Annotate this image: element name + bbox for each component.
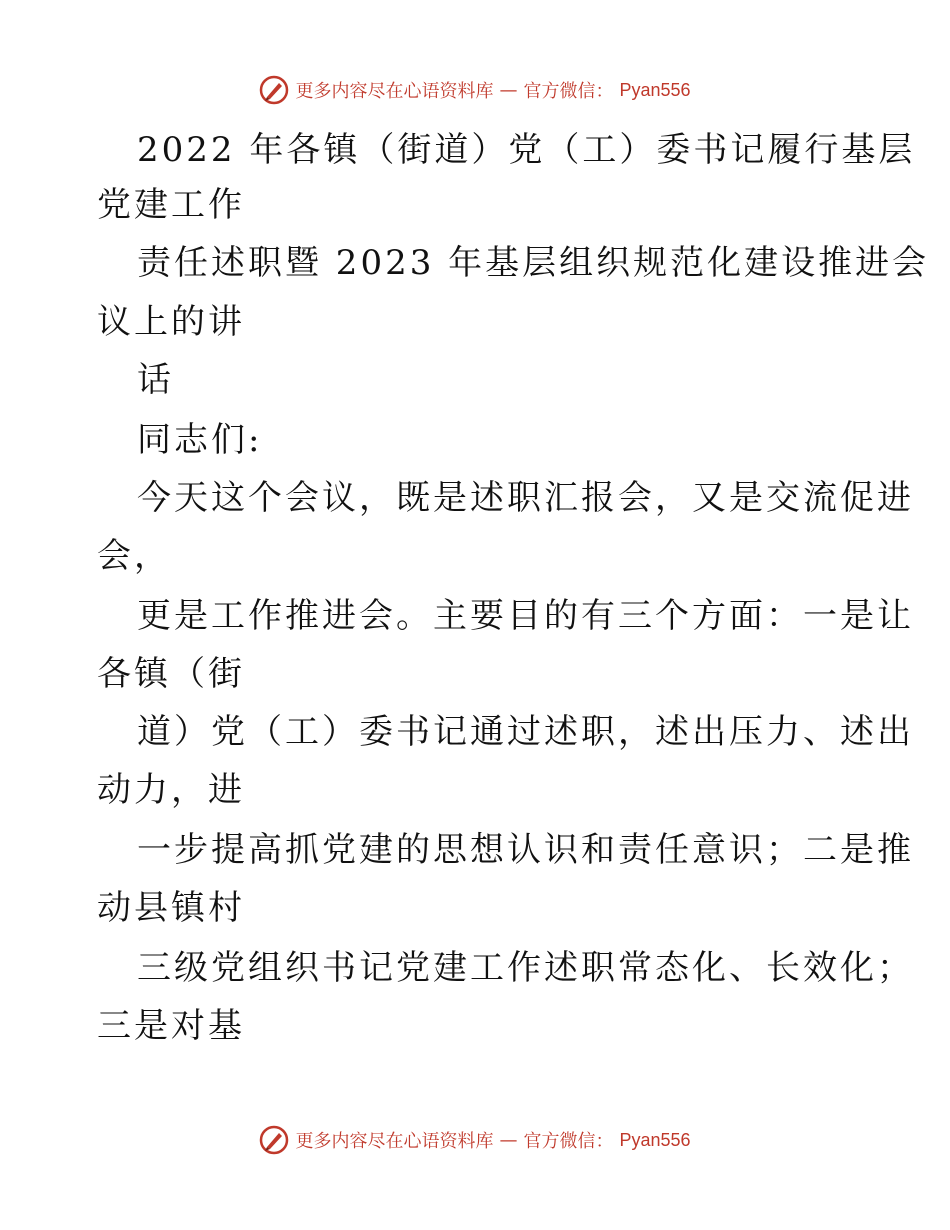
banner-main-text: 更多内容尽在心语资料库 (295, 1131, 494, 1152)
doc-line-10: 各镇（街 (97, 654, 245, 694)
doc-line-7: 今天这个会议，既是述职汇报会，又是交流促进 (137, 478, 914, 518)
doc-line-15: 三级党组织书记党建工作述职常态化、长效化； (137, 948, 914, 988)
doc-line-13: 一步提高抓党建的思想认识和责任意识；二是推 (137, 830, 914, 870)
quill-pen-logo-icon (259, 75, 289, 105)
doc-line-14: 动县镇村 (97, 888, 245, 928)
doc-line-12: 动力，进 (97, 770, 245, 810)
doc-line-16: 三是对基 (97, 1006, 245, 1046)
doc-line-3: 责任述职暨 2023 年基层组织规范化建设推进会 (137, 243, 930, 283)
footer-watermark-banner (0, 1120, 950, 1160)
doc-line-2: 党建工作 (97, 185, 245, 225)
quill-pen-logo-icon (259, 1125, 289, 1155)
banner-separator: — (499, 79, 518, 101)
doc-line-1: 2022 年各镇（街道）党（工）委书记履行基层 (137, 130, 916, 170)
doc-line-8: 会， (97, 536, 171, 576)
doc-line-6: 同志们: (137, 420, 263, 460)
banner-wechat-id: Pyan556 (619, 79, 691, 100)
doc-line-9: 更是工作推进会。主要目的有三个方面：一是让 (137, 596, 914, 636)
banner-wechat-id: Pyan556 (619, 1129, 691, 1150)
doc-line-4: 议上的讲 (97, 302, 245, 342)
banner-main-text: 更多内容尽在心语资料库 (295, 81, 494, 102)
doc-line-5: 话 (137, 360, 174, 400)
header-watermark-banner (0, 70, 950, 110)
banner-wechat-label: 官方微信： (523, 1131, 614, 1152)
banner-wechat-label: 官方微信： (523, 81, 614, 102)
banner-separator: — (499, 1129, 518, 1151)
doc-line-11: 道）党（工）委书记通过述职，述出压力、述出 (137, 712, 914, 752)
